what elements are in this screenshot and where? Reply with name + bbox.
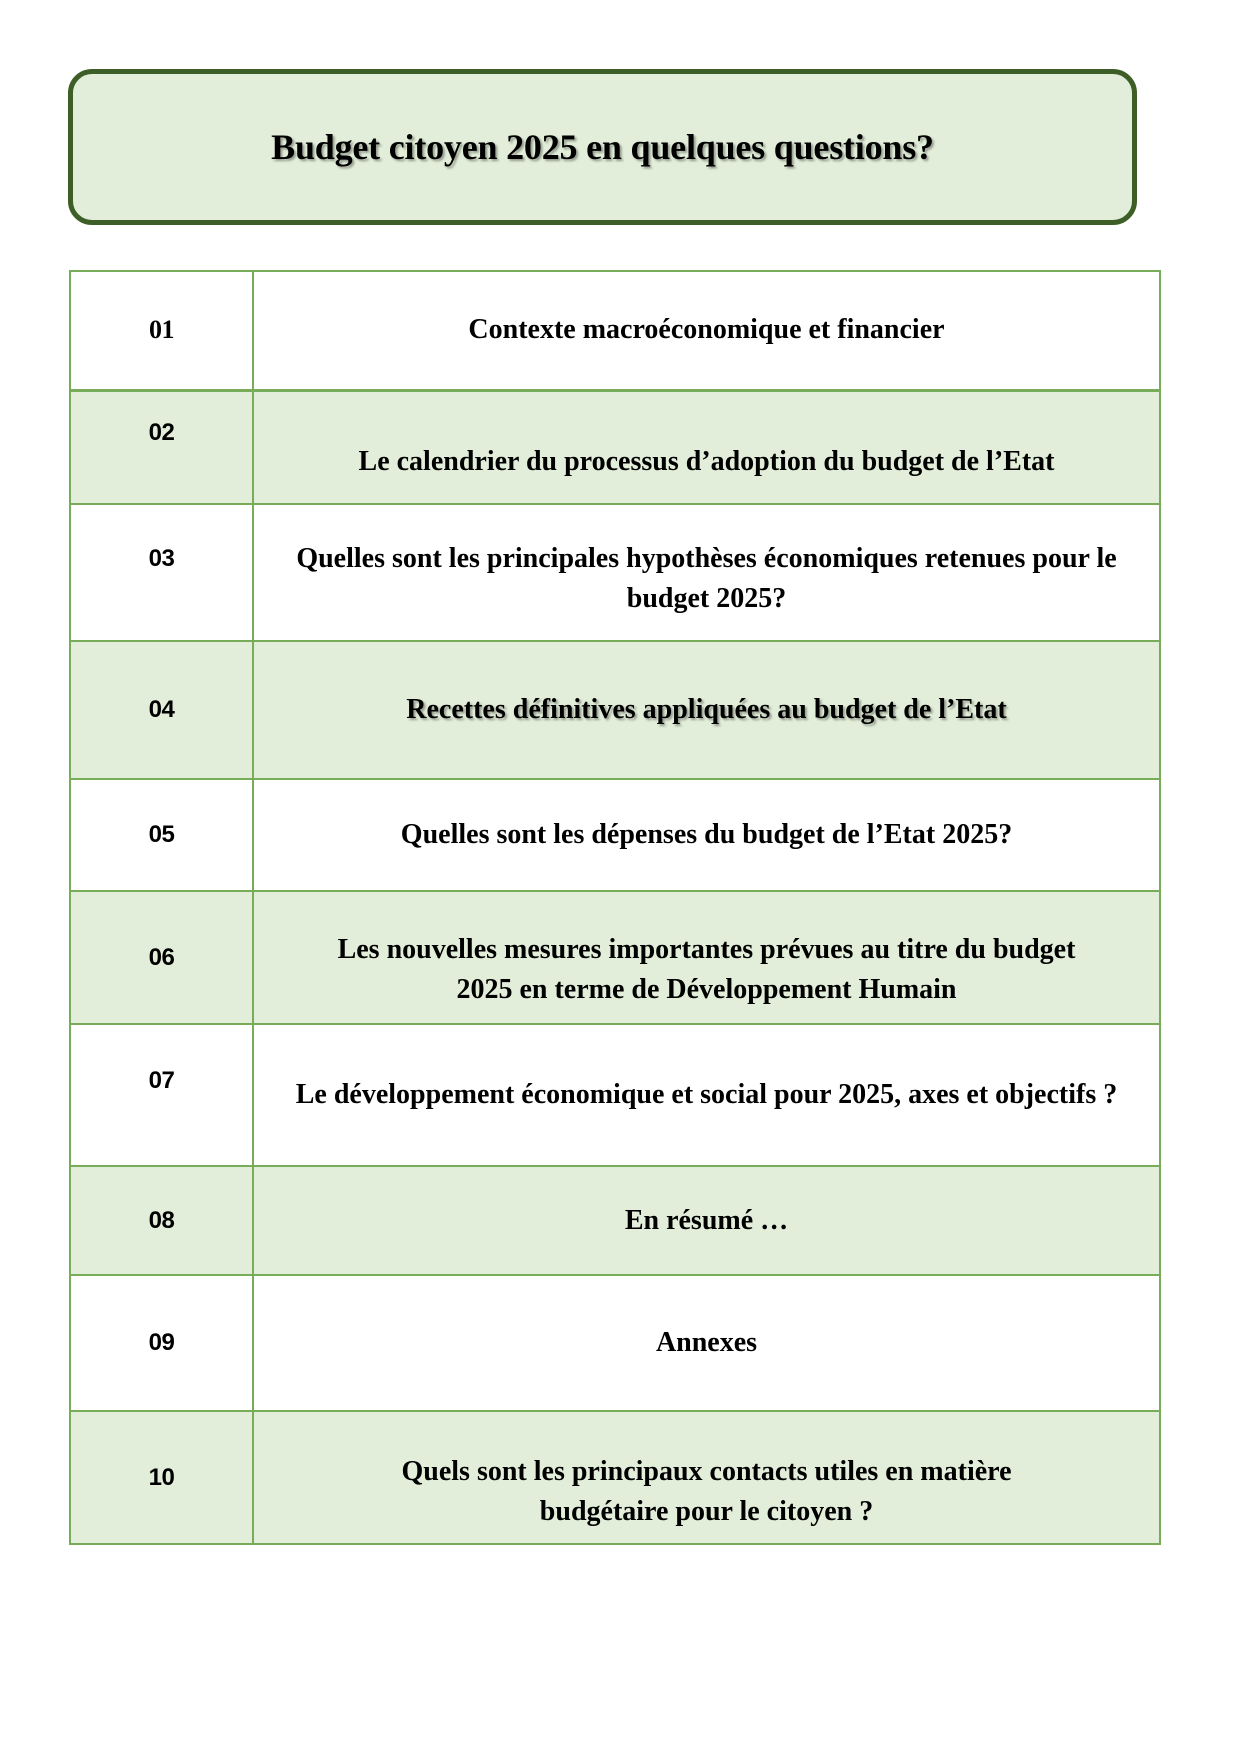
toc-topic-cell — [253, 504, 1160, 641]
toc-number: 08 — [148, 1206, 175, 1234]
toc-topic[interactable]: Quelles sont les principales hypothèses économiques retenues pour le budget 2025? — [296, 542, 1117, 614]
toc-number: 02 — [148, 419, 175, 447]
toc-topic-cell — [253, 891, 1160, 1024]
toc-topic-cell — [253, 1275, 1160, 1411]
toc-topic-cell — [253, 390, 1160, 504]
toc-number-cell — [70, 779, 253, 891]
toc-topic-cell — [253, 1411, 1160, 1544]
toc-topic-cell — [253, 271, 1160, 390]
toc-number: 10 — [148, 1463, 175, 1491]
toc-topic[interactable]: Recettes définitives appliquées au budget de l’Etat — [406, 694, 1007, 725]
toc-number: 05 — [148, 821, 175, 848]
toc-topic[interactable]: Le calendrier du processus d’adoption du budget de l’Etat — [358, 446, 1055, 478]
toc-row-04[interactable] — [70, 641, 1160, 779]
toc-row-03[interactable] — [70, 504, 1160, 641]
toc-number-cell — [70, 1024, 253, 1166]
toc-number-cell — [70, 271, 253, 390]
toc-topic-cell — [253, 1166, 1160, 1275]
toc-number: 04 — [148, 696, 175, 723]
toc-topic[interactable]: Quelles sont les dépenses du budget de l’Etat 2025? — [400, 819, 1013, 850]
toc-topic[interactable]: Contexte macroéconomique et financier — [468, 314, 945, 346]
toc-topic[interactable]: Les nouvelles mesures importantes prévues au titre du budget 2025 en terme de Développement Humain — [337, 933, 1076, 1005]
toc-topic[interactable]: Le développement économique et social pour 2025, axes et objectifs ? — [295, 1079, 1118, 1110]
toc-number: 01 — [149, 315, 174, 345]
toc-number-cell — [70, 891, 253, 1024]
page-title: Budget citoyen 2025 en quelques questions? — [271, 127, 934, 167]
toc-number-cell — [70, 390, 253, 504]
toc-topic[interactable]: En résumé … — [624, 1204, 789, 1236]
toc-number: 07 — [148, 1067, 175, 1094]
toc-number-cell — [70, 1411, 253, 1544]
toc-row-07[interactable] — [70, 1024, 1160, 1166]
toc-number: 06 — [148, 943, 175, 971]
toc-topic-cell — [253, 779, 1160, 891]
toc-number-cell — [70, 641, 253, 779]
toc-topic-cell — [253, 641, 1160, 779]
toc-row-09[interactable] — [70, 1275, 1160, 1411]
toc-topic[interactable]: Quels sont les principaux contacts utiles en matière budgétaire pour le citoyen ? — [401, 1455, 1012, 1527]
toc-row-05[interactable] — [70, 779, 1160, 891]
toc-row-06[interactable] — [70, 891, 1160, 1024]
toc-number-cell — [70, 1275, 253, 1411]
title-banner — [68, 69, 1137, 225]
toc-row-10[interactable] — [70, 1411, 1160, 1544]
toc-number-cell — [70, 1166, 253, 1275]
toc-topic-cell — [253, 1024, 1160, 1166]
toc-number-cell — [70, 504, 253, 641]
toc-topic[interactable]: Annexes — [655, 1327, 758, 1358]
toc-number: 03 — [148, 544, 175, 572]
table-of-contents — [69, 270, 1161, 1545]
toc-number: 09 — [148, 1329, 175, 1356]
toc-row-08[interactable] — [70, 1166, 1160, 1275]
toc-row-02[interactable] — [70, 390, 1160, 504]
toc-row-01[interactable] — [70, 271, 1160, 390]
